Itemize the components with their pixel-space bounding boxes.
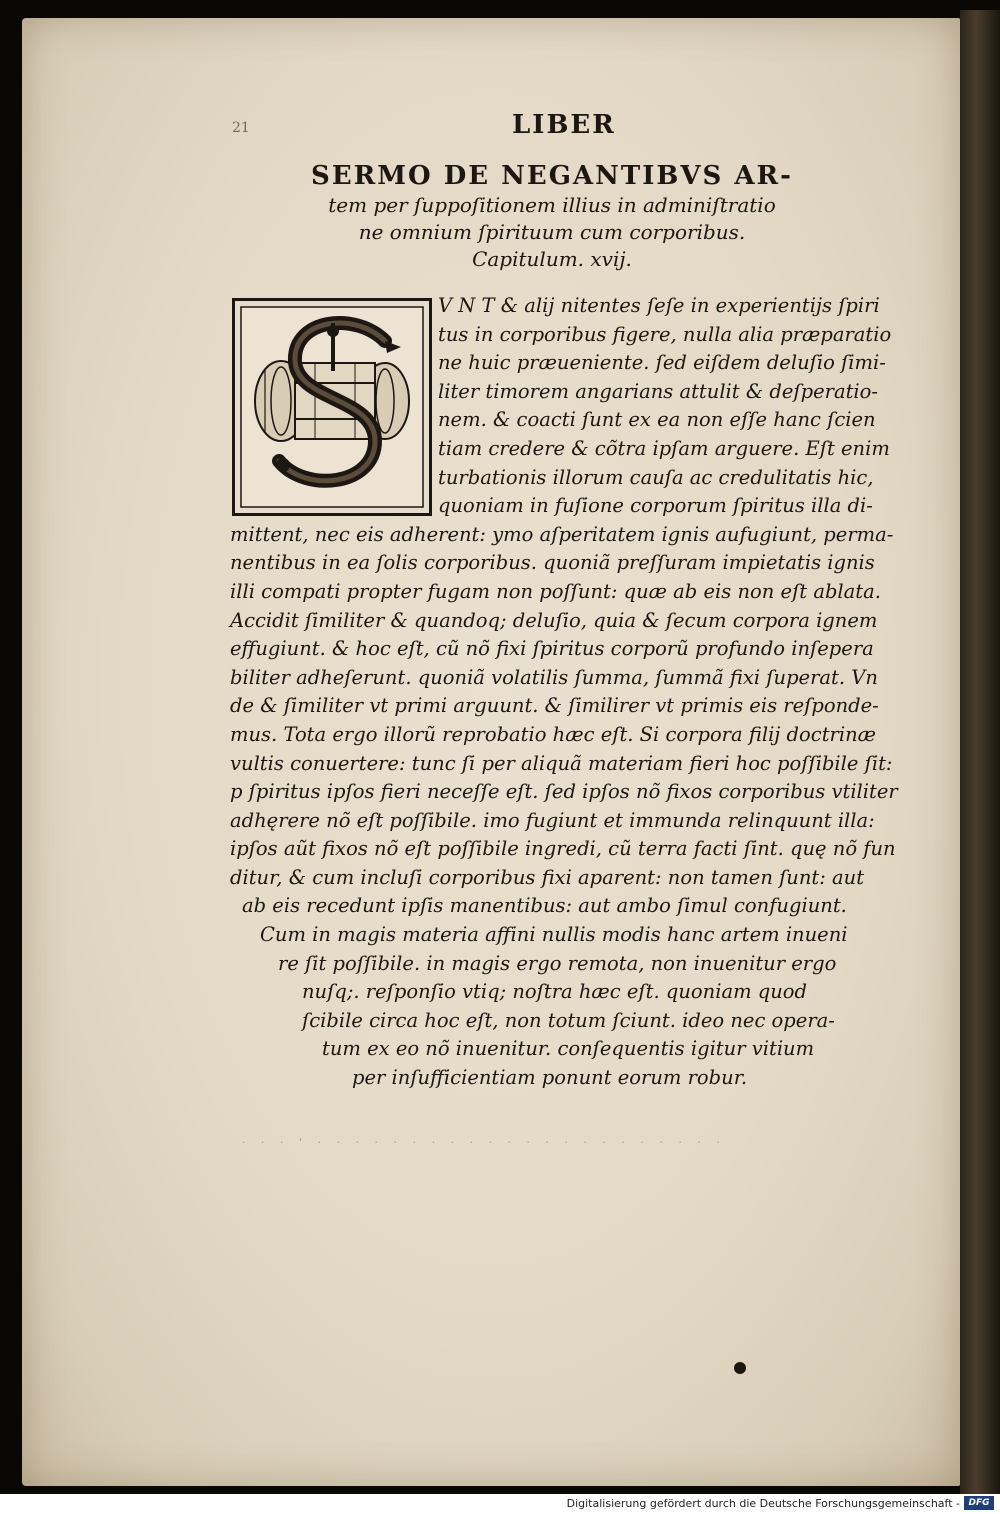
text-line: nuſq;. reſponſio vtiq; noſtra hæc eſt. quoniam quod <box>302 980 808 1004</box>
heading-line-4: Capitulum. xvij. <box>472 247 632 271</box>
text-line: ne huic præueniente. ſed eiſdem deluſio ſimi- <box>438 351 886 375</box>
book-spine-edge <box>960 10 1000 1494</box>
digitization-credit: Digitalisierung gefördert durch die Deutsche Forschungsgemeinschaft - <box>566 1497 960 1510</box>
text-line: ditur, & cum incluſi corporibus fixi aparent: non tamen ſunt: aut <box>230 865 865 889</box>
heading-line-3: ne omnium ſpirituum cum corporibus. <box>358 220 746 244</box>
text-line: de & ſimiliter vt primi arguunt. & ſimilirer vt primis eis reſponde- <box>230 694 879 718</box>
heading-line-1: SERMO DE NEGANTIBVS AR- <box>311 161 793 191</box>
show-through-specks: · · · ' · · · · · · · · · · · · · · · · · · · · · · <box>242 1136 726 1149</box>
text-line: tum ex eo nõ inuenitur. conſequentis igitur vitium <box>322 1037 815 1061</box>
text-line: per inſufficientiam ponunt eorum robur. <box>352 1066 748 1090</box>
text-line: quoniam in fuſione corporum ſpiritus illa di- <box>438 494 873 518</box>
ink-dot <box>734 1362 746 1374</box>
text-line: nentibus in ea ſolis corporibus. quoniã preſſuram impietatis ignis <box>230 551 875 575</box>
book-page <box>22 18 960 1486</box>
text-line: tiam credere & cõtra ipſam arguere. Eſt enim <box>438 436 890 460</box>
text-line: nem. & coacti ſunt ex ea non eſſe hanc ſcien <box>438 408 876 432</box>
text-line: ab eis recedunt ipſis manentibus: aut ambo ſimul confugiunt. <box>242 894 847 918</box>
text-line: ſcibile circa hoc eſt, non totum ſciunt. ideo nec opera- <box>302 1008 835 1032</box>
text-line: adhęrere nõ eſt poſſibile. imo fugiunt et immunda relinquunt illa: <box>230 808 875 832</box>
text-line: illi compati propter fugam non poſſunt: quæ ab eis non eſt ablata. <box>230 579 881 603</box>
dfg-logo: DFG <box>964 1496 994 1510</box>
text-line: tus in corporibus figere, nulla alia præparatio <box>438 322 892 346</box>
text-line: p ſpiritus ipſos fieri neceſſe eſt. ſed ipſos nõ fixos corporibus vtiliter <box>230 780 898 804</box>
text-line: vultis conuertere: tunc ſi per aliquã materiam fieri hoc poſſibile ſit: <box>230 751 893 775</box>
heading-line-2: tem per ſuppoſitionem illius in adminiſtratio <box>328 193 776 217</box>
text-line: biliter adheſerunt. quoniã volatilis ſumma, ſummã fixi ſuperat. Vn <box>230 665 878 689</box>
text-line: ipſos aũt fixos nõ eſt poſſibile ingredi, cũ terra facti ſint. quę nõ fun <box>230 837 896 861</box>
text-line: Cum in magis materia affini nullis modis hanc artem inueni <box>260 923 848 947</box>
text-line: mus. Tota ergo illorũ reprobatio hæc eſt. Si corpora filij doctrinæ <box>230 722 876 746</box>
text-line: turbationis illorum cauſa ac credulitatis hic, <box>438 465 874 489</box>
text-line: Accidit ſimiliter & quandoq; deluſio, quia & ſecum corpora ignem <box>230 608 878 632</box>
text-line: V N T & alij nitentes ſeſe in experientijs ſpiri <box>438 294 880 317</box>
running-head: LIBER <box>512 110 616 140</box>
text-line: mittent, nec eis adherent: ymo aſperitatem ignis aufugiunt, perma- <box>230 522 894 546</box>
chapter-heading <box>232 160 872 273</box>
folio-number: 21 <box>232 120 250 136</box>
body-text <box>230 292 898 1093</box>
page-text-area <box>22 18 960 1486</box>
text-line: re ſit poſſibile. in magis ergo remota, non inuenitur ergo <box>278 951 837 975</box>
text-line: liter timorem angarians attulit & deſperatio- <box>438 379 878 403</box>
text-line: effugiunt. & hoc eſt, cũ nõ fixi ſpiritus corporũ profundo inſepera <box>230 637 874 661</box>
